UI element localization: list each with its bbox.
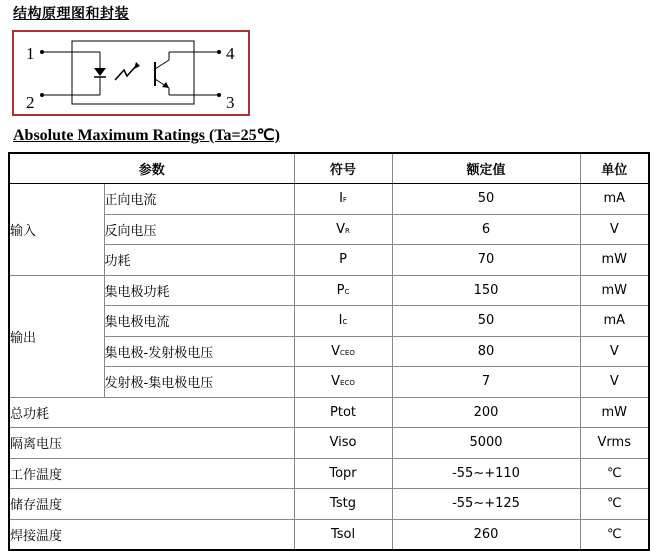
unit-cell: mW xyxy=(580,245,649,276)
group-output-label: 输出 xyxy=(9,275,104,397)
unit-cell: ℃ xyxy=(580,458,649,489)
symbol-cell: Viso xyxy=(294,428,392,459)
ratings-title: Absolute Maximum Ratings (Ta=25℃) xyxy=(13,127,280,144)
value-cell: 50 xyxy=(392,184,580,215)
value-cell: -55~+110 xyxy=(392,458,580,489)
param-name: 集电极电流 xyxy=(104,306,294,337)
pin1-label: 1 xyxy=(26,44,35,63)
unit-cell: ℃ xyxy=(580,519,649,550)
pin4-dot xyxy=(217,50,221,54)
param-name: 储存温度 xyxy=(9,489,294,520)
unit-cell: V xyxy=(580,367,649,398)
table-row xyxy=(9,214,649,245)
pin2-dot xyxy=(40,93,44,97)
symbol-cell: VCEO xyxy=(294,336,392,367)
param-name: 焊接温度 xyxy=(9,519,294,550)
symbol-cell: VR xyxy=(294,214,392,245)
param-name: 工作温度 xyxy=(9,458,294,489)
value-cell: 5000 xyxy=(392,428,580,459)
symbol-cell: IF xyxy=(294,184,392,215)
header-param: 参数 xyxy=(9,153,294,184)
schematic-drawing xyxy=(14,32,248,114)
pin1-dot xyxy=(40,50,44,54)
table-row xyxy=(9,367,649,398)
symbol-cell: Topr xyxy=(294,458,392,489)
table-row xyxy=(9,397,649,428)
unit-cell: ℃ xyxy=(580,489,649,520)
value-cell: 70 xyxy=(392,245,580,276)
param-name: 发射极-集电极电压 xyxy=(104,367,294,398)
table-row xyxy=(9,489,649,520)
symbol-cell: Ptot xyxy=(294,397,392,428)
value-cell: -55~+125 xyxy=(392,489,580,520)
symbol-cell: Tstg xyxy=(294,489,392,520)
unit-cell: Vrms xyxy=(580,428,649,459)
pin3-dot xyxy=(217,93,221,97)
unit-cell: V xyxy=(580,336,649,367)
header-symbol: 符号 xyxy=(294,153,392,184)
param-name: 集电极功耗 xyxy=(104,275,294,306)
header-rating: 额定值 xyxy=(392,153,580,184)
value-cell: 7 xyxy=(392,367,580,398)
symbol-cell: VECO xyxy=(294,367,392,398)
param-name: 集电极-发射极电压 xyxy=(104,336,294,367)
table-row xyxy=(9,306,649,337)
pin4-label: 4 xyxy=(226,44,235,63)
param-name: 功耗 xyxy=(104,245,294,276)
table-row xyxy=(9,275,649,306)
table-row xyxy=(9,245,649,276)
symbol-cell: IC xyxy=(294,306,392,337)
led-diode-icon xyxy=(94,68,106,76)
table-row xyxy=(9,184,649,215)
pin3-label: 3 xyxy=(226,93,235,112)
optocoupler-schematic xyxy=(12,30,250,116)
table-row xyxy=(9,336,649,367)
table-header-row xyxy=(9,153,649,184)
symbol-cell: P xyxy=(294,245,392,276)
table-row xyxy=(9,519,649,550)
param-name: 隔离电压 xyxy=(9,428,294,459)
value-cell: 6 xyxy=(392,214,580,245)
param-name: 反向电压 xyxy=(104,214,294,245)
table-row xyxy=(9,428,649,459)
value-cell: 80 xyxy=(392,336,580,367)
unit-cell: V xyxy=(580,214,649,245)
value-cell: 200 xyxy=(392,397,580,428)
light-arrow-icon xyxy=(115,66,136,80)
unit-cell: mW xyxy=(580,397,649,428)
group-input-label: 输入 xyxy=(9,184,104,276)
symbol-cell: Tsol xyxy=(294,519,392,550)
absolute-max-ratings-table xyxy=(8,152,650,551)
pin2-label: 2 xyxy=(26,93,35,112)
param-name: 总功耗 xyxy=(9,397,294,428)
value-cell: 260 xyxy=(392,519,580,550)
value-cell: 50 xyxy=(392,306,580,337)
unit-cell: mW xyxy=(580,275,649,306)
table-row xyxy=(9,458,649,489)
header-unit: 单位 xyxy=(580,153,649,184)
value-cell: 150 xyxy=(392,275,580,306)
unit-cell: mA xyxy=(580,306,649,337)
symbol-cell: PC xyxy=(294,275,392,306)
param-name: 正向电流 xyxy=(104,184,294,215)
unit-cell: mA xyxy=(580,184,649,215)
section-title: 结构原理图和封装 xyxy=(13,6,129,22)
